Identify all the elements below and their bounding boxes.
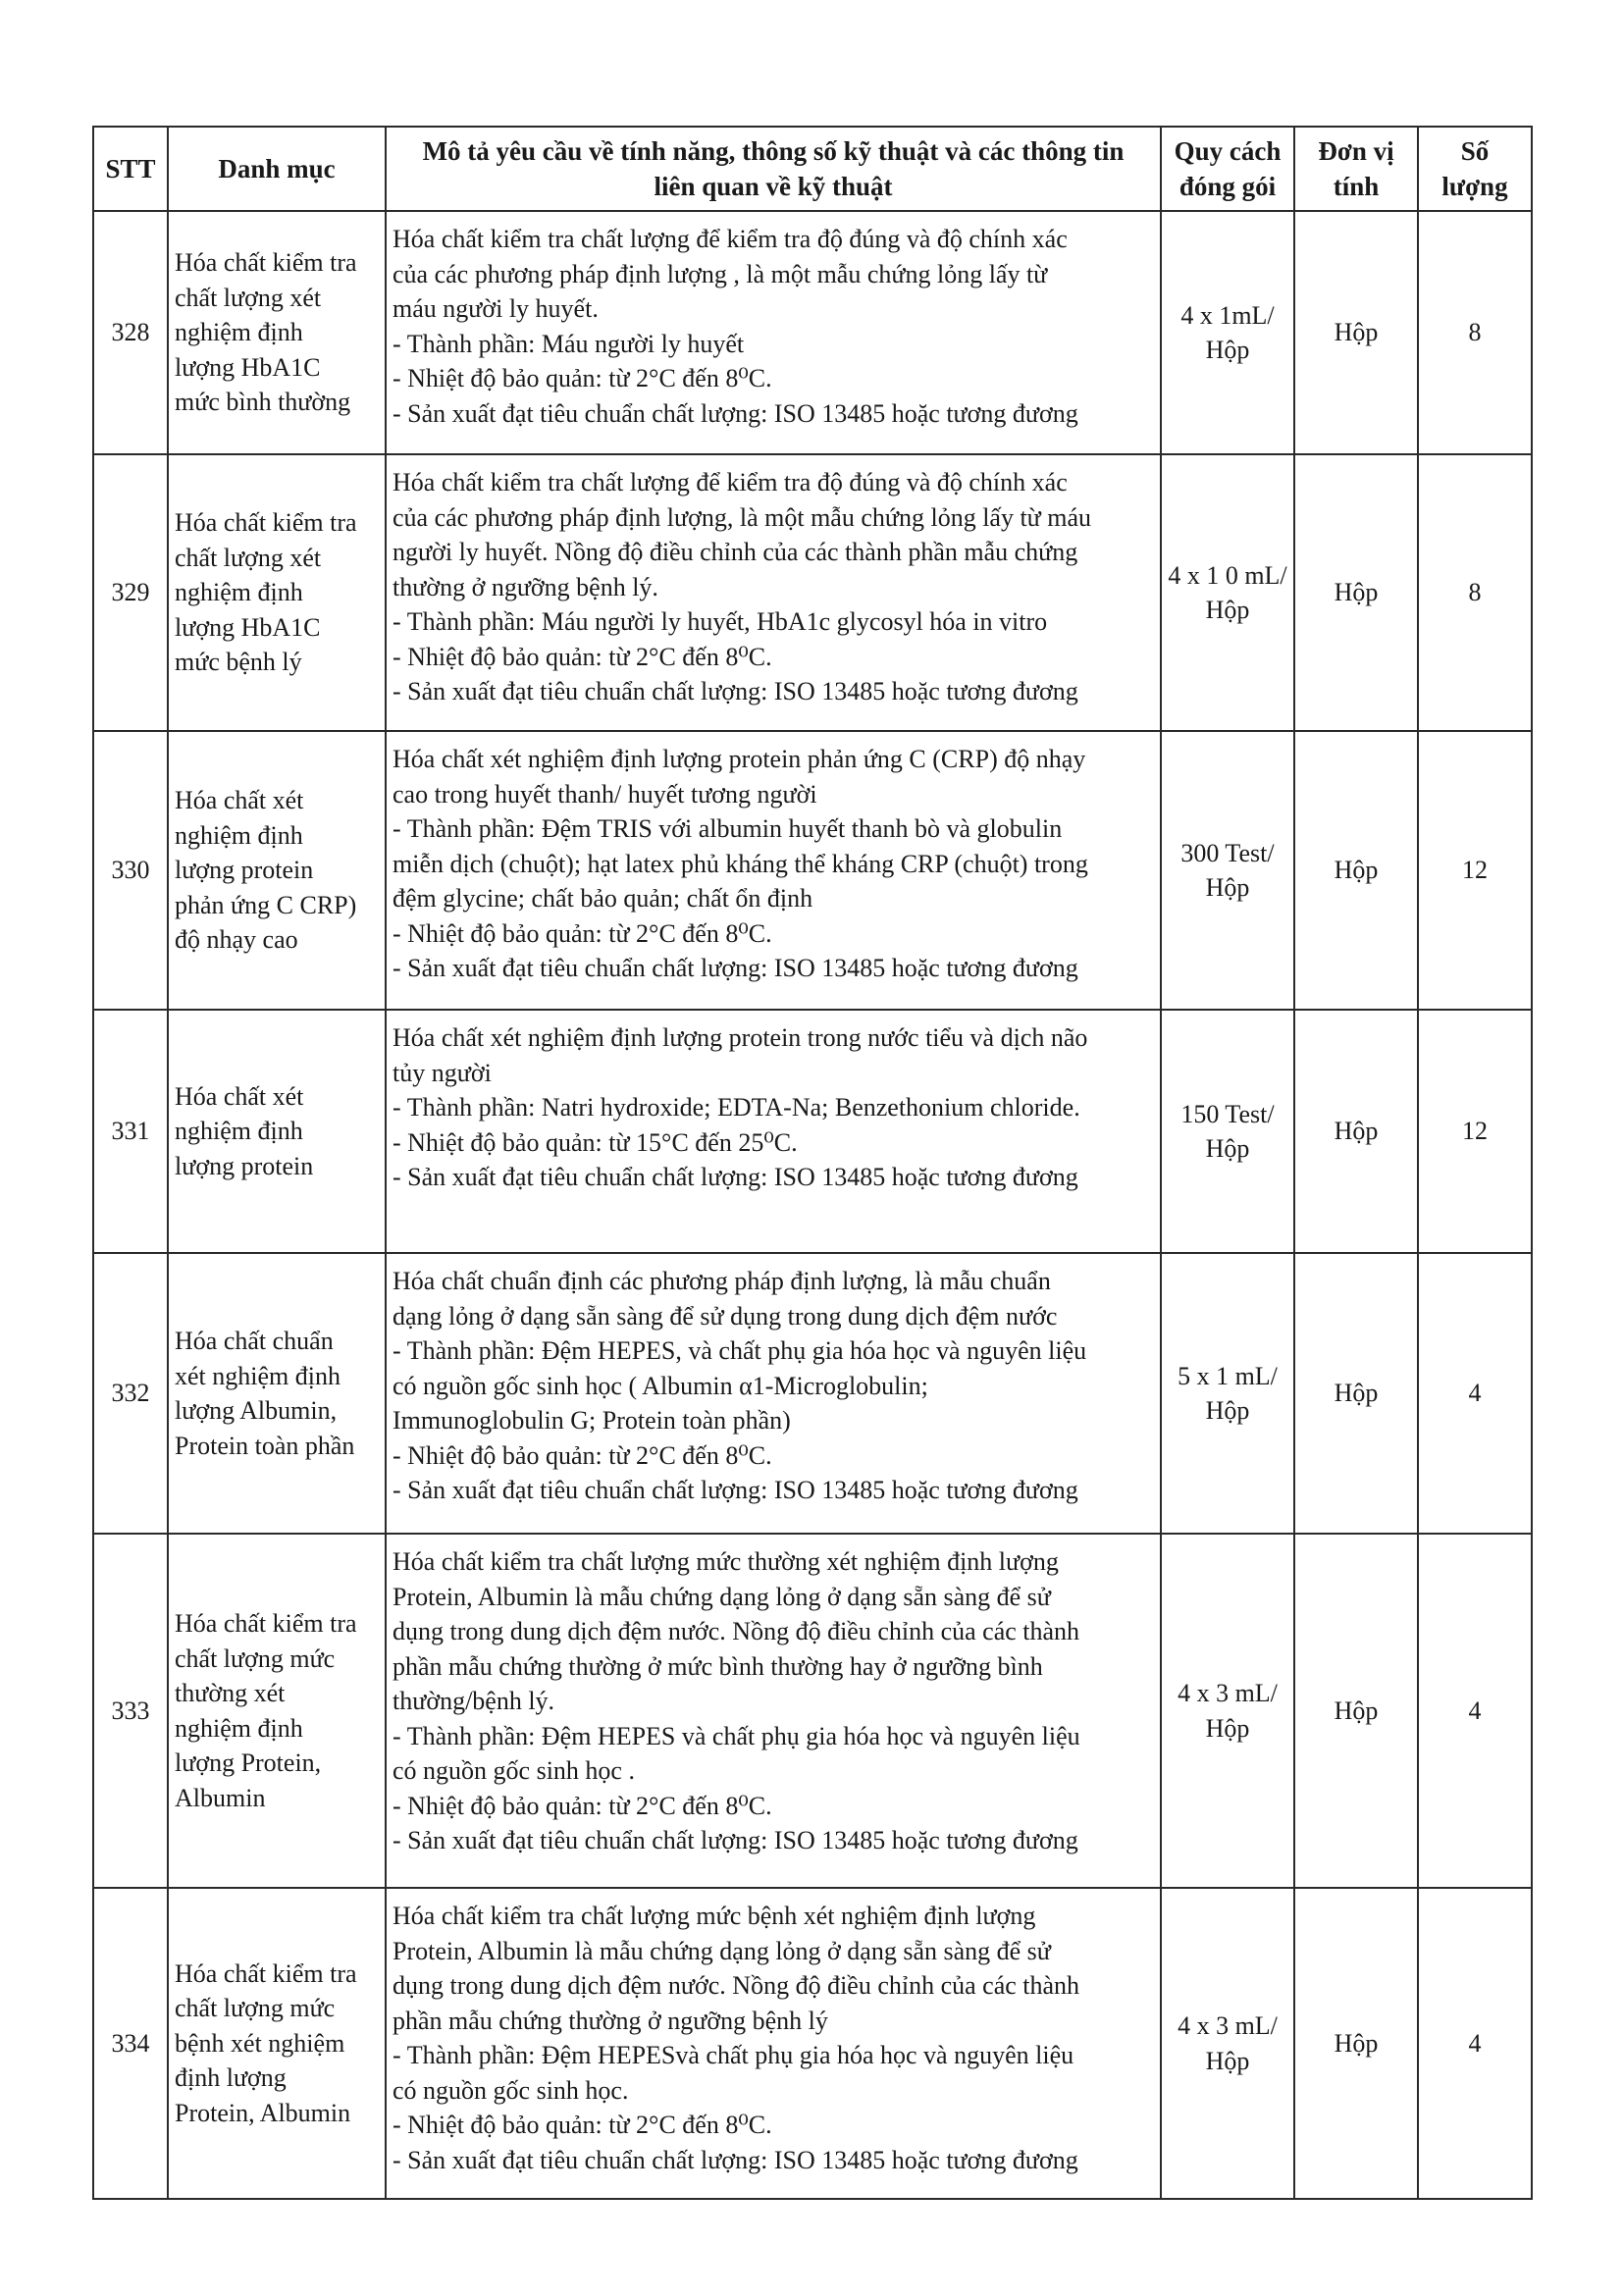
row-description-line: thường ở ngưỡng bệnh lý. — [393, 572, 658, 601]
row-stt: 331 — [111, 1117, 150, 1146]
row-description-line: - Sản xuất đạt tiêu chuẩn chất lượng: ISO 13485 hoặc tương đương — [393, 2145, 1078, 2174]
header-desc-line: liên quan về kỹ thuật — [654, 172, 893, 201]
row-description-line: - Nhiệt độ bảo quản: từ 2°C đến 8⁰C. — [393, 918, 772, 948]
row-unit-cell — [1294, 454, 1418, 731]
row-name-line: bệnh xét nghiệm — [175, 2028, 345, 2058]
row-name-line: Hóa chất xét — [175, 1081, 304, 1111]
row-description-line: miễn dịch (chuột); hạt latex phủ kháng thể kháng CRP (chuột) trong — [393, 849, 1088, 878]
row-name-line: Hóa chất kiểm tra — [175, 508, 357, 538]
row-name-cell — [168, 1253, 386, 1534]
row-description-line: - Nhiệt độ bảo quản: từ 15°C đến 25⁰C. — [393, 1127, 798, 1157]
row-packaging-line: 150 Test/ — [1180, 1099, 1275, 1128]
table-header-row — [93, 127, 1532, 211]
row-description-line: Hóa chất kiểm tra chất lượng mức thường xét nghiệm định lượng — [393, 1547, 1059, 1576]
row-description-line: - Sản xuất đạt tiêu chuẩn chất lượng: ISO 13485 hoặc tương đương — [393, 954, 1078, 982]
row-packaging-line: 4 x 3 mL/ — [1178, 2011, 1278, 2040]
row-quantity-cell — [1418, 1010, 1532, 1253]
row-description-line: dụng trong dung dịch đệm nước. Nồng độ điều chỉnh của các thành — [393, 1617, 1080, 1645]
row-packaging-line: 4 x 1 0 mL/ — [1168, 560, 1287, 590]
row-description-cell — [386, 731, 1161, 1010]
specification-table-wrapper — [92, 126, 1531, 2200]
row-quantity-cell — [1418, 454, 1532, 731]
row-description-cell — [386, 1534, 1161, 1888]
row-description-line: của các phương pháp định lượng, là một mẫu chứng lỏng lấy từ máu — [393, 502, 1092, 532]
row-unit: Hộp — [1334, 578, 1379, 607]
row-quantity-cell — [1418, 211, 1532, 454]
row-name-line: mức bình thường — [175, 388, 351, 417]
row-description-line: Protein, Albumin là mẫu chứng dạng lỏng ở dạng sẵn sàng để sử — [393, 1936, 1051, 1965]
row-description-line: - Sản xuất đạt tiêu chuẩn chất lượng: ISO 13485 hoặc tương đương — [393, 1163, 1078, 1191]
row-name-line: xét nghiệm định — [175, 1361, 340, 1390]
row-packaging-line: Hộp — [1205, 2046, 1250, 2075]
row-name-cell — [168, 1010, 386, 1253]
row-description-line: máu người ly huyết. — [393, 294, 599, 323]
table-row — [93, 454, 1532, 731]
row-packaging-line: Hộp — [1205, 336, 1250, 364]
row-stt: 333 — [111, 1696, 150, 1725]
table-row — [93, 1253, 1532, 1534]
row-name-line: Hóa chất chuẩn — [175, 1327, 334, 1355]
row-name-line: Hóa chất kiểm tra — [175, 1958, 357, 1988]
row-stt: 334 — [111, 2028, 150, 2058]
row-unit-cell — [1294, 1010, 1418, 1253]
row-description-line: - Thành phần: Đệm HEPES và chất phụ gia hóa học và nguyên liệu — [393, 1721, 1080, 1750]
row-description-line: phần mẫu chứng thường ở ngưỡng bệnh lý — [393, 2006, 828, 2035]
row-description-line: Hóa chất xét nghiệm định lượng protein phản ứng C (CRP) độ nhạy — [393, 745, 1086, 773]
header-pack — [1161, 127, 1294, 211]
table-row — [93, 1010, 1532, 1253]
row-packaging-cell — [1161, 454, 1294, 731]
row-description-line: Hóa chất kiểm tra chất lượng mức bệnh xét nghiệm định lượng — [393, 1902, 1036, 1930]
row-quantity: 8 — [1468, 578, 1482, 607]
row-unit-cell — [1294, 1534, 1418, 1888]
row-description-line: phần mẫu chứng thường ở mức bình thường hay ở ngưỡng bình — [393, 1651, 1043, 1681]
row-name-line: chất lượng xét — [175, 283, 322, 312]
row-name-cell — [168, 731, 386, 1010]
table-row — [93, 1888, 1532, 2199]
row-description-line: - Thành phần: Máu người ly huyết, HbA1c glycosyl hóa in vitro — [393, 607, 1048, 636]
row-name-line: phản ứng C CRP) — [175, 890, 357, 919]
row-packaging-cell — [1161, 1253, 1294, 1534]
row-unit-cell — [1294, 1888, 1418, 2199]
row-packaging-line: Hộp — [1205, 1713, 1250, 1743]
row-name-line: nghiệm định — [175, 318, 303, 347]
row-packaging-cell — [1161, 731, 1294, 1010]
row-quantity: 8 — [1468, 318, 1482, 347]
header-qty-line: Số — [1460, 136, 1490, 166]
row-name-cell — [168, 1888, 386, 2199]
row-description-line: - Nhiệt độ bảo quản: từ 2°C đến 8⁰C. — [393, 642, 772, 671]
row-name-line: lượng Protein, — [175, 1748, 322, 1777]
row-description-cell — [386, 1010, 1161, 1253]
row-quantity: 12 — [1462, 1117, 1488, 1146]
row-name-line: Albumin — [175, 1783, 266, 1812]
row-description-line: Hóa chất xét nghiệm định lượng protein trong nước tiểu và dịch não — [393, 1023, 1088, 1052]
specification-table — [92, 126, 1533, 2200]
row-quantity-cell — [1418, 1888, 1532, 2199]
row-description-line: - Sản xuất đạt tiêu chuẩn chất lượng: ISO 13485 hoặc tương đương — [393, 677, 1078, 705]
row-name-line: mức bệnh lý — [175, 648, 302, 677]
row-unit: Hộp — [1334, 2028, 1379, 2058]
row-quantity: 12 — [1462, 856, 1488, 885]
row-description-cell — [386, 1888, 1161, 2199]
row-stt-cell — [93, 731, 168, 1010]
row-name-line: nghiệm định — [175, 1117, 303, 1146]
row-unit: Hộp — [1334, 318, 1379, 347]
row-name-cell — [168, 454, 386, 731]
header-qty — [1418, 127, 1532, 211]
header-desc — [386, 127, 1161, 211]
header-pack-line: Quy cách — [1174, 136, 1282, 166]
row-name-line: độ nhạy cao — [175, 925, 298, 955]
header-unit-line: Đơn vị — [1318, 136, 1394, 166]
header-unit — [1294, 127, 1418, 211]
row-stt: 328 — [111, 318, 150, 347]
row-description-line: - Thành phần: Đệm HEPES, và chất phụ gia hóa học và nguyên liệu — [393, 1336, 1087, 1365]
table-body — [93, 211, 1532, 2199]
row-packaging-line: Hộp — [1205, 873, 1250, 902]
row-unit-cell — [1294, 731, 1418, 1010]
row-description-line: Hóa chất kiểm tra chất lượng để kiểm tra độ đúng và độ chính xác — [393, 468, 1068, 496]
row-packaging-cell — [1161, 1888, 1294, 2199]
row-unit: Hộp — [1334, 1696, 1379, 1725]
row-description-line: có nguồn gốc sinh học. — [393, 2075, 629, 2105]
row-description-line: của các phương pháp định lượng , là một mẫu chứng lỏng lấy từ — [393, 259, 1048, 288]
row-stt-cell — [93, 1253, 168, 1534]
row-stt: 329 — [111, 578, 150, 607]
row-description-line: người ly huyết. Nồng độ điều chỉnh của các thành phần mẫu chứng — [393, 538, 1078, 566]
row-description-line: có nguồn gốc sinh học . — [393, 1756, 635, 1785]
row-description-cell — [386, 454, 1161, 731]
header-desc-line: Mô tả yêu cầu về tính năng, thông số kỹ thuật và các thông tin — [422, 136, 1125, 166]
table-row — [93, 211, 1532, 454]
row-packaging-line: 4 x 1mL/ — [1180, 300, 1275, 330]
row-packaging-cell — [1161, 1010, 1294, 1253]
row-unit-cell — [1294, 211, 1418, 454]
row-quantity: 4 — [1468, 2028, 1482, 2058]
row-stt: 332 — [111, 1379, 150, 1408]
row-name-line: lượng Albumin, — [175, 1396, 338, 1425]
row-name-line: lượng protein — [175, 856, 314, 885]
row-description-line: Protein, Albumin là mẫu chứng dạng lỏng ở dạng sẵn sàng để sử — [393, 1582, 1051, 1611]
header-stt: STT — [93, 127, 168, 211]
header-pack-line: đóng gói — [1178, 172, 1277, 201]
header-unit-line: tính — [1333, 172, 1380, 201]
row-stt-cell — [93, 454, 168, 731]
row-packaging-cell — [1161, 1534, 1294, 1888]
row-name-line: nghiệm định — [175, 820, 303, 850]
row-name-line: Protein toàn phần — [175, 1431, 355, 1460]
row-packaging-line: 300 Test/ — [1180, 838, 1275, 867]
row-description-line: - Nhiệt độ bảo quản: từ 2°C đến 8⁰C. — [393, 1791, 772, 1820]
row-name-line: lượng HbA1C — [175, 612, 321, 642]
row-description-line: dạng lỏng ở dạng sẵn sàng để sử dụng trong dung dịch đệm nước — [393, 1301, 1058, 1331]
row-quantity-cell — [1418, 1534, 1532, 1888]
row-description-line: có nguồn gốc sinh học ( Albumin α1-Microglobulin; — [393, 1371, 928, 1400]
row-packaging-line: Hộp — [1205, 1134, 1250, 1163]
row-packaging-line: 4 x 3 mL/ — [1178, 1679, 1278, 1707]
row-unit: Hộp — [1334, 1117, 1379, 1146]
row-description-line: - Sản xuất đạt tiêu chuẩn chất lượng: ISO 13485 hoặc tương đương — [393, 1476, 1078, 1504]
row-packaging-cell — [1161, 211, 1294, 454]
row-name-line: Hóa chất kiểm tra — [175, 1609, 357, 1638]
row-name-line: lượng HbA1C — [175, 352, 321, 382]
row-stt-cell — [93, 1888, 168, 2199]
row-name-line: thường xét — [175, 1679, 286, 1707]
row-name-line: Hóa chất kiểm tra — [175, 248, 357, 278]
row-stt-cell — [93, 211, 168, 454]
row-description-line: - Sản xuất đạt tiêu chuẩn chất lượng: ISO 13485 hoặc tương đương — [393, 398, 1078, 428]
row-name-line: nghiệm định — [175, 1713, 303, 1743]
row-description-line: - Sản xuất đạt tiêu chuẩn chất lượng: ISO 13485 hoặc tương đương — [393, 1826, 1078, 1854]
row-quantity: 4 — [1468, 1696, 1482, 1725]
row-unit: Hộp — [1334, 1379, 1379, 1408]
row-description-line: tủy người — [393, 1058, 492, 1087]
row-name-line: chất lượng mức — [175, 1994, 336, 2023]
row-description-line: - Nhiệt độ bảo quản: từ 2°C đến 8⁰C. — [393, 2111, 772, 2139]
row-packaging-line: 5 x 1 mL/ — [1178, 1361, 1278, 1390]
row-name-line: Protein, Albumin — [175, 2098, 351, 2127]
row-quantity: 4 — [1468, 1379, 1482, 1408]
row-description-line: Hóa chất kiểm tra chất lượng để kiểm tra độ đúng và độ chính xác — [393, 225, 1068, 253]
row-unit: Hộp — [1334, 856, 1379, 885]
row-name-line: định lượng — [175, 2063, 287, 2093]
row-packaging-line: Hộp — [1205, 596, 1250, 624]
row-name-line: chất lượng mức — [175, 1644, 336, 1673]
row-stt: 330 — [111, 856, 150, 885]
row-description-line: - Thành phần: Đệm TRIS với albumin huyết thanh bò và globulin — [393, 814, 1063, 843]
row-name-line: chất lượng xét — [175, 543, 322, 572]
row-description-line: thường/bệnh lý. — [393, 1687, 555, 1715]
row-description-line: đệm glycine; chất bảo quản; chất ổn định — [393, 884, 813, 913]
row-packaging-line: Hộp — [1205, 1396, 1250, 1425]
row-description-line: - Thành phần: Máu người ly huyết — [393, 329, 745, 358]
table-row — [93, 731, 1532, 1010]
row-name-cell — [168, 211, 386, 454]
row-stt-cell — [93, 1010, 168, 1253]
row-description-line: Immunoglobulin G; Protein toàn phần) — [393, 1406, 791, 1435]
row-description-line: Hóa chất chuẩn định các phương pháp định lượng, là mẫu chuẩn — [393, 1267, 1051, 1295]
row-description-line: - Nhiệt độ bảo quản: từ 2°C đến 8⁰C. — [393, 1440, 772, 1470]
row-name-line: Hóa chất xét — [175, 786, 304, 815]
row-description-line: - Thành phần: Đệm HEPESvà chất phụ gia hóa học và nguyên liệu — [393, 2041, 1074, 2069]
row-description-cell — [386, 1253, 1161, 1534]
row-description-line: - Nhiệt độ bảo quản: từ 2°C đến 8⁰C. — [393, 364, 772, 392]
row-quantity-cell — [1418, 731, 1532, 1010]
row-name-line: nghiệm định — [175, 578, 303, 607]
row-description-line: - Thành phần: Natri hydroxide; EDTA-Na; Benzethonium chloride. — [393, 1093, 1080, 1122]
header-name: Danh mục — [168, 127, 386, 211]
row-name-cell — [168, 1534, 386, 1888]
row-quantity-cell — [1418, 1253, 1532, 1534]
header-qty-line: lượng — [1441, 172, 1508, 201]
row-stt-cell — [93, 1534, 168, 1888]
row-unit-cell — [1294, 1253, 1418, 1534]
row-description-line: dụng trong dung dịch đệm nước. Nồng độ điều chỉnh của các thành — [393, 1971, 1080, 2000]
row-name-line: lượng protein — [175, 1151, 314, 1180]
row-description-line: cao trong huyết thanh/ huyết tương người — [393, 779, 817, 809]
row-description-cell — [386, 211, 1161, 454]
table-row — [93, 1534, 1532, 1888]
